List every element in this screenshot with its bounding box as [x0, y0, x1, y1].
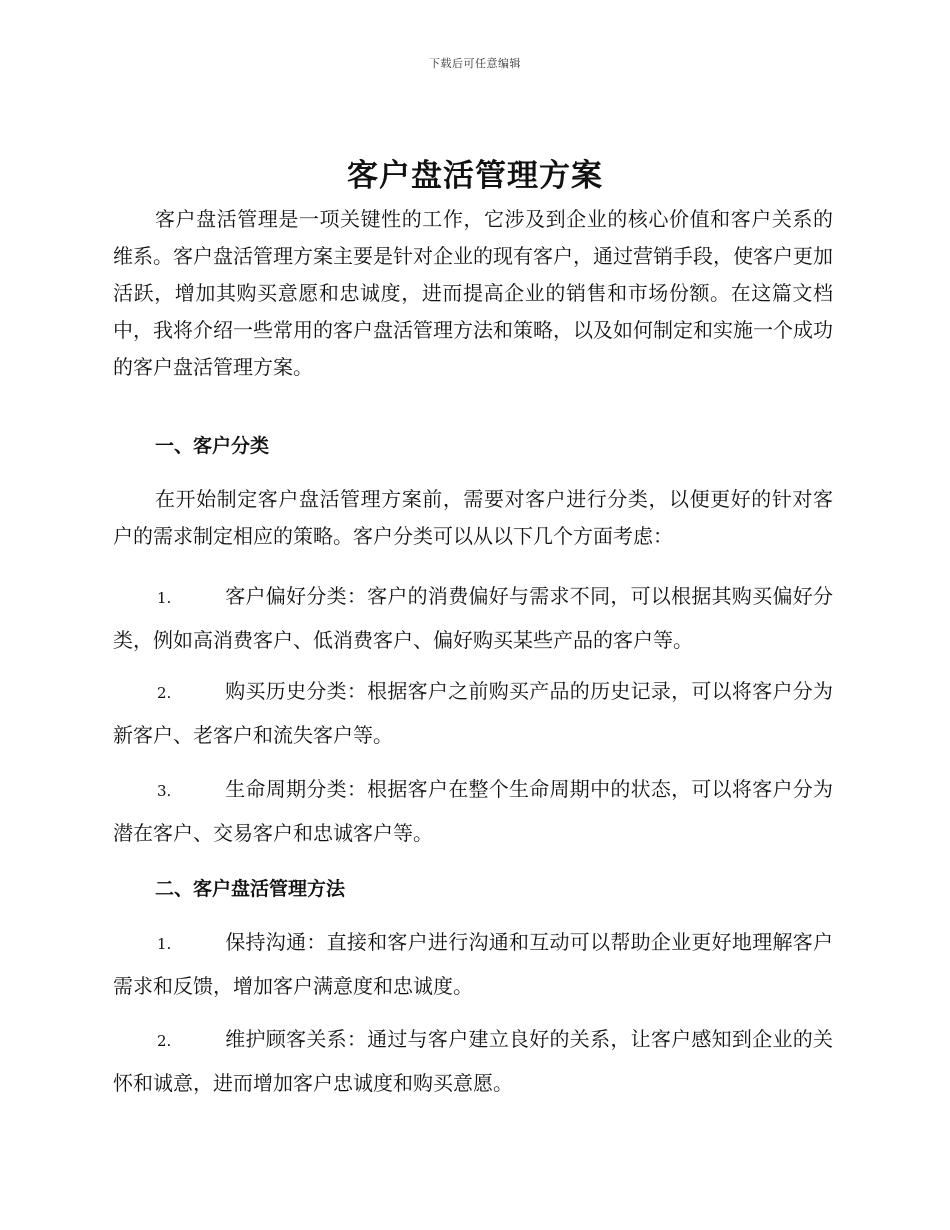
section2-heading: 二、客户盘活管理方法: [155, 878, 346, 900]
list-item-text: 保持沟通：直接和客户进行沟通和互动可以帮助企业更好地理解客户需求和反馈，增加客户满意度和忠诚度。: [113, 930, 833, 998]
list-item-number: 2.: [157, 1032, 172, 1050]
intro-paragraph-block: [113, 201, 833, 386]
list-item: [113, 670, 833, 756]
list-item-text: 生命周期分类：根据客户在整个生命周期中的状态，可以将客户分为潜在客户、交易客户和忠诚客户等。: [113, 777, 833, 845]
list-item-number: 1.: [157, 589, 172, 607]
list-item: [113, 768, 833, 854]
list-item-number: 1.: [157, 935, 172, 953]
section1-heading: 一、客户分类: [155, 435, 270, 457]
intro-paragraph: 客户盘活管理是一项关键性的工作，它涉及到企业的核心价值和客户关系的维系。客户盘活管理方案主要是针对企业的现有客户，通过营销手段，使客户更加活跃，增加其购买意愿和忠诚度，进而提高企业的销售和市场份额。在这篇文档中，我将介绍一些常用的客户盘活管理方法和策略，以及如何制定和实施一个成功的客户盘活管理方案。: [113, 207, 833, 379]
section1-intro-block: [113, 481, 833, 555]
list-item: [113, 575, 833, 661]
list-item-text: 维护顾客关系：通过与客户建立良好的关系，让客户感知到企业的关怀和诚意，进而增加客户忠诚度和购买意愿。: [113, 1027, 833, 1095]
section1-intro-paragraph: 在开始制定客户盘活管理方案前，需要对客户进行分类，以便更好的针对客户的需求制定相应的策略。客户分类可以从以下几个方面考虑：: [113, 487, 833, 548]
document-title: 客户盘活管理方案: [347, 158, 603, 194]
list-item-text: 客户偏好分类：客户的消费偏好与需求不同，可以根据其购买偏好分类，例如高消费客户、低消费客户、偏好购买某些产品的客户等。: [113, 584, 833, 652]
list-item-number: 3.: [157, 782, 172, 800]
list-item: [113, 921, 833, 1007]
list-item-text: 购买历史分类：根据客户之前购买产品的历史记录，可以将客户分为新客户、老客户和流失客户等。: [113, 679, 833, 747]
header-note: 下载后可任意编辑: [429, 57, 521, 70]
list-item-number: 2.: [157, 684, 172, 702]
list-item: [113, 1018, 833, 1104]
